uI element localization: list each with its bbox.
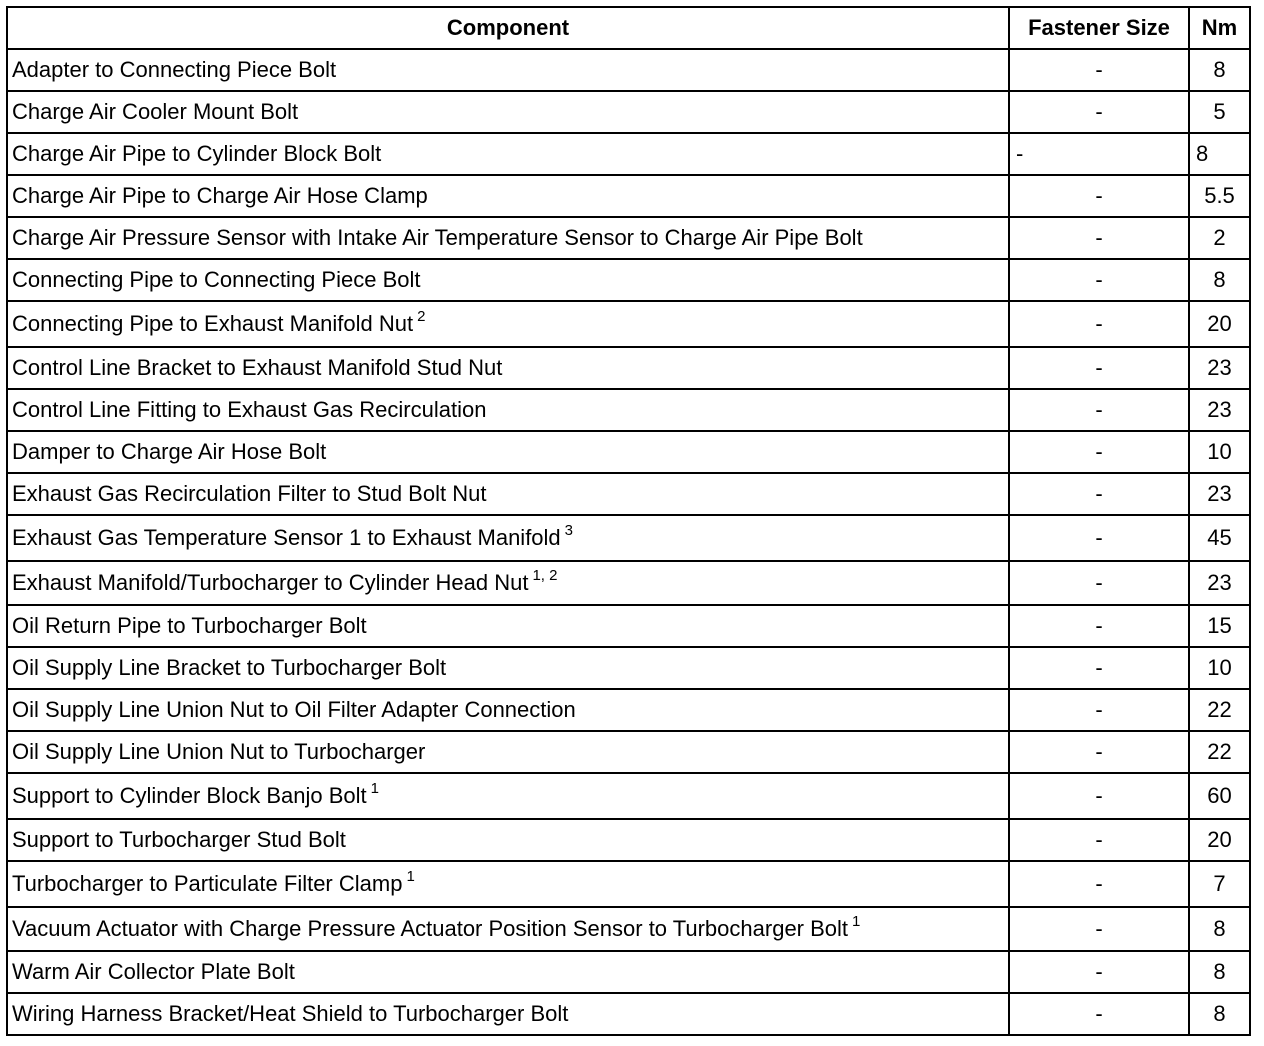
- table-row: [7, 819, 1250, 861]
- fastener-size-cell: -: [1009, 861, 1189, 907]
- torque-nm-cell: 23: [1189, 473, 1250, 515]
- fastener-size-cell: -: [1009, 819, 1189, 861]
- table-row: [7, 689, 1250, 731]
- component-name: Adapter to Connecting Piece Bolt: [12, 57, 337, 82]
- component-cell: [7, 473, 1009, 515]
- component-cell: [7, 561, 1009, 605]
- component-cell: [7, 431, 1009, 473]
- component-name: Oil Supply Line Union Nut to Oil Filter Adapter Connection: [12, 697, 576, 722]
- fastener-size-cell: -: [1009, 773, 1189, 819]
- torque-nm-cell: 23: [1189, 561, 1250, 605]
- component-cell: [7, 91, 1009, 133]
- component-name: Damper to Charge Air Hose Bolt: [12, 439, 327, 464]
- footnote-ref: 1: [852, 912, 861, 930]
- torque-nm-cell: 20: [1189, 819, 1250, 861]
- header-component: Component: [7, 7, 1009, 49]
- fastener-size-cell: -: [1009, 605, 1189, 647]
- table-row: [7, 217, 1250, 259]
- torque-nm-cell: 45: [1189, 515, 1250, 561]
- component-cell: [7, 819, 1009, 861]
- component-cell: [7, 861, 1009, 907]
- component-cell: [7, 907, 1009, 951]
- component-cell: [7, 515, 1009, 561]
- torque-nm-cell: 5: [1189, 91, 1250, 133]
- fastener-size-cell: -: [1009, 347, 1189, 389]
- fastener-size-cell: -: [1009, 91, 1189, 133]
- fastener-size-cell: -: [1009, 515, 1189, 561]
- table-row: [7, 301, 1250, 347]
- footnote-ref: 3: [564, 521, 574, 539]
- component-name: Connecting Pipe to Exhaust Manifold Nut: [12, 311, 414, 336]
- table-row: [7, 347, 1250, 389]
- component-name: Turbocharger to Particulate Filter Clamp: [12, 871, 403, 896]
- component-name: Oil Supply Line Union Nut to Turbocharger: [12, 739, 426, 764]
- component-name: Control Line Bracket to Exhaust Manifold Stud Nut: [12, 355, 503, 380]
- table-row: [7, 993, 1250, 1035]
- table-row: [7, 561, 1250, 605]
- component-name: Exhaust Manifold/Turbocharger to Cylinder Head Nut: [12, 570, 529, 595]
- fastener-size-cell: -: [1009, 49, 1189, 91]
- component-name: Oil Return Pipe to Turbocharger Bolt: [12, 613, 367, 638]
- component-name: Control Line Fitting to Exhaust Gas Recirculation: [12, 397, 487, 422]
- fastener-size-cell: -: [1009, 907, 1189, 951]
- table-row: [7, 861, 1250, 907]
- component-cell: [7, 689, 1009, 731]
- fastener-size-cell: -: [1009, 731, 1189, 773]
- table-row: [7, 515, 1250, 561]
- torque-nm-cell: 23: [1189, 347, 1250, 389]
- fastener-size-cell: -: [1009, 133, 1189, 175]
- torque-nm-cell: 60: [1189, 773, 1250, 819]
- fastener-size-cell: -: [1009, 993, 1189, 1035]
- torque-nm-cell: 2: [1189, 217, 1250, 259]
- header-fastener-size: Fastener Size: [1009, 7, 1189, 49]
- footnote-ref: 1, 2: [532, 566, 558, 584]
- fastener-size-cell: -: [1009, 217, 1189, 259]
- torque-spec-table: [6, 6, 1251, 1036]
- footnote-ref: 1: [370, 779, 379, 797]
- table-row: [7, 731, 1250, 773]
- torque-nm-cell: 8: [1189, 133, 1250, 175]
- component-cell: [7, 731, 1009, 773]
- footnote-ref: 2: [417, 307, 426, 325]
- component-cell: [7, 301, 1009, 347]
- fastener-size-cell: -: [1009, 431, 1189, 473]
- table-row: [7, 431, 1250, 473]
- component-cell: [7, 993, 1009, 1035]
- component-name: Warm Air Collector Plate Bolt: [12, 959, 295, 984]
- component-cell: [7, 217, 1009, 259]
- torque-nm-cell: 10: [1189, 431, 1250, 473]
- component-cell: [7, 259, 1009, 301]
- component-name: Oil Supply Line Bracket to Turbocharger Bolt: [12, 655, 447, 680]
- header-nm: Nm: [1189, 7, 1250, 49]
- table-row: [7, 773, 1250, 819]
- component-name: Connecting Pipe to Connecting Piece Bolt: [12, 267, 421, 292]
- table-row: [7, 647, 1250, 689]
- fastener-size-cell: -: [1009, 301, 1189, 347]
- torque-nm-cell: 5.5: [1189, 175, 1250, 217]
- table-row: [7, 175, 1250, 217]
- table-row: [7, 133, 1250, 175]
- fastener-size-cell: -: [1009, 561, 1189, 605]
- component-cell: [7, 49, 1009, 91]
- component-cell: [7, 389, 1009, 431]
- torque-nm-cell: 8: [1189, 49, 1250, 91]
- table-row: [7, 259, 1250, 301]
- component-name: Charge Air Pipe to Cylinder Block Bolt: [12, 141, 382, 166]
- fastener-size-cell: -: [1009, 951, 1189, 993]
- table-row: [7, 49, 1250, 91]
- torque-nm-cell: 15: [1189, 605, 1250, 647]
- component-name: Vacuum Actuator with Charge Pressure Actuator Position Sensor to Turbocharger Bolt: [12, 916, 849, 941]
- table-row: [7, 91, 1250, 133]
- component-name: Wiring Harness Bracket/Heat Shield to Turbocharger Bolt: [12, 1001, 569, 1026]
- table-body: [7, 49, 1250, 1035]
- torque-nm-cell: 8: [1189, 951, 1250, 993]
- header-row: [7, 7, 1250, 49]
- component-cell: [7, 605, 1009, 647]
- component-cell: [7, 347, 1009, 389]
- footnote-ref: 1: [406, 867, 415, 885]
- component-cell: [7, 133, 1009, 175]
- table-row: [7, 907, 1250, 951]
- table-row: [7, 473, 1250, 515]
- component-name: Support to Cylinder Block Banjo Bolt: [12, 783, 367, 808]
- component-name: Exhaust Gas Recirculation Filter to Stud Bolt Nut: [12, 481, 487, 506]
- fastener-size-cell: -: [1009, 689, 1189, 731]
- component-name: Support to Turbocharger Stud Bolt: [12, 827, 346, 852]
- fastener-size-cell: -: [1009, 647, 1189, 689]
- fastener-size-cell: -: [1009, 175, 1189, 217]
- component-cell: [7, 951, 1009, 993]
- torque-nm-cell: 7: [1189, 861, 1250, 907]
- table-row: [7, 951, 1250, 993]
- fastener-size-cell: -: [1009, 473, 1189, 515]
- torque-nm-cell: 20: [1189, 301, 1250, 347]
- component-name: Charge Air Cooler Mount Bolt: [12, 99, 299, 124]
- component-cell: [7, 773, 1009, 819]
- table-row: [7, 389, 1250, 431]
- torque-nm-cell: 8: [1189, 907, 1250, 951]
- table-row: [7, 605, 1250, 647]
- component-name: Exhaust Gas Temperature Sensor 1 to Exhaust Manifold: [12, 525, 561, 550]
- torque-nm-cell: 8: [1189, 993, 1250, 1035]
- fastener-size-cell: -: [1009, 389, 1189, 431]
- component-name: Charge Air Pressure Sensor with Intake Air Temperature Sensor to Charge Air Pipe Bolt: [12, 225, 863, 250]
- torque-nm-cell: 10: [1189, 647, 1250, 689]
- torque-nm-cell: 8: [1189, 259, 1250, 301]
- component-cell: [7, 647, 1009, 689]
- fastener-size-cell: -: [1009, 259, 1189, 301]
- torque-nm-cell: 22: [1189, 689, 1250, 731]
- torque-nm-cell: 22: [1189, 731, 1250, 773]
- torque-nm-cell: 23: [1189, 389, 1250, 431]
- component-cell: [7, 175, 1009, 217]
- component-name: Charge Air Pipe to Charge Air Hose Clamp: [12, 183, 428, 208]
